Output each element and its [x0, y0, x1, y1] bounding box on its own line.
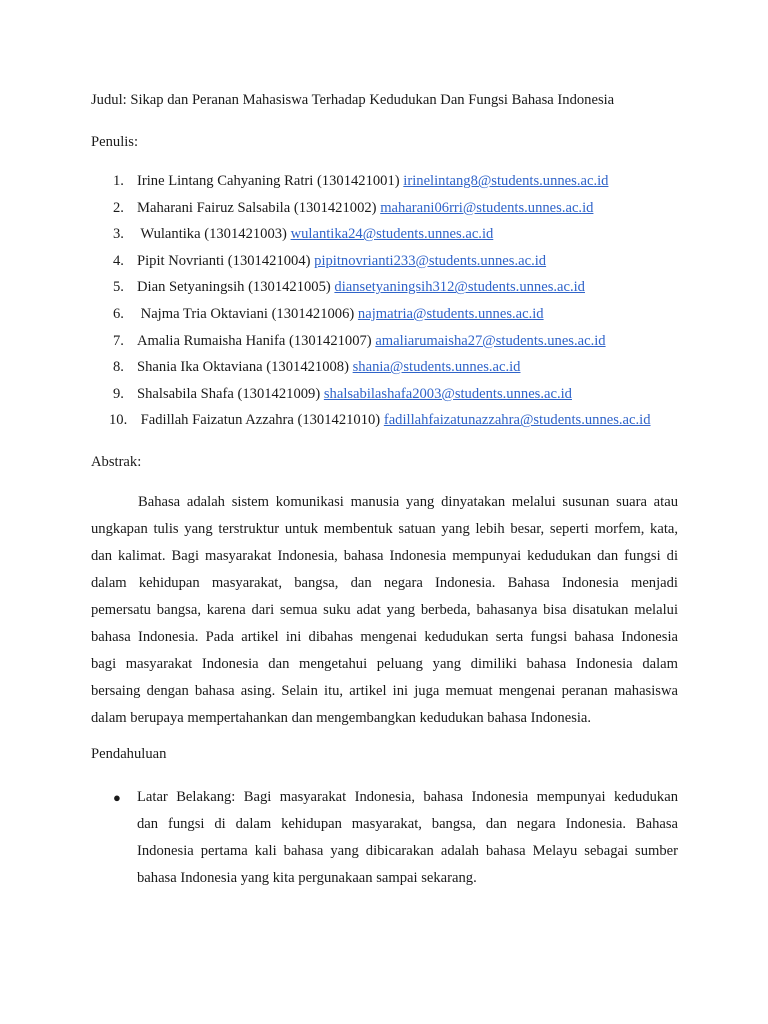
author-item: 2. Maharani Fairuz Salsabila (1301421002) maharani06rri@students.unnes.ac.id: [113, 199, 594, 216]
author-email-link[interactable]: maharani06rri@students.unnes.ac.id: [380, 199, 594, 216]
author-name: Pipit Novrianti (1301421004): [137, 252, 311, 269]
abstract-line: pemersatu bangsa, karena dari semua suku adat yang berbeda, bahasanya bisa disatukan melalui: [91, 602, 678, 618]
author-item: 9. Shalsabila Shafa (1301421009) shalsabilashafa2003@students.unnes.ac.id: [113, 385, 572, 402]
author-list: [109, 172, 651, 438]
abstract-line: Bahasa adalah sistem komunikasi manusia yang dinyatakan melalui susunan suara atau: [138, 494, 678, 510]
author-item: 10. Fadillah Faizatun Azzahra (1301421010) fadillahfaizatunazzahra@students.unnes.ac.id: [109, 412, 651, 429]
abstract-line: bagi masyarakat Indonesia dan mengetahui peluang yang dimiliki bahasa Indonesia dalam: [91, 656, 678, 672]
bullet-line: dan fungsi di dalam kehidupan masyarakat, bangsa, dan negara Indonesia. Bahasa: [137, 816, 678, 832]
author-item: 6. Najma Tria Oktaviani (1301421006) najmatria@students.unnes.ac.id: [113, 305, 544, 322]
author-email-link[interactable]: irinelintang8@students.unnes.ac.id: [403, 173, 609, 189]
abstract-line: dan kalimat. Bagi masyarakat Indonesia, bahasa Indonesia mempunyai kedudukan dan fungsi di: [91, 548, 678, 564]
author-name: Irine Lintang Cahyaning Ratri (1301421001): [137, 173, 400, 189]
bullet-text: [137, 784, 678, 892]
author-email-link[interactable]: fadillahfaizatunazzahra@students.unnes.ac.id: [383, 412, 651, 429]
author-item: 3. Wulantika (1301421003) wulantika24@students.unnes.ac.id: [113, 226, 494, 243]
abstract-heading: Abstrak:: [91, 454, 142, 470]
author-item: 8. Shania Ika Oktaviana (1301421008) shania@students.unnes.ac.id: [113, 359, 521, 376]
author-name: Dian Setyaningsih (1301421005): [137, 279, 331, 296]
author-email-link[interactable]: amaliarumaisha27@students.unes.ac.id: [375, 332, 606, 349]
authors-heading: Penulis:: [91, 134, 139, 150]
author-email-link[interactable]: shalsabilashafa2003@students.unnes.ac.id: [323, 385, 572, 402]
author-email-link[interactable]: diansetyaningsih312@students.unnes.ac.id: [334, 279, 585, 296]
author-email-link[interactable]: wulantika24@students.unnes.ac.id: [290, 226, 494, 243]
bullet-line: bahasa Indonesia yang kita pergunakaan sampai sekarang.: [137, 870, 477, 886]
bullet-icon: ●: [113, 790, 121, 805]
abstract-line: dalam kehidupan masyarakat, bangsa, dan negara Indonesia. Bahasa Indonesia menjadi: [91, 575, 678, 591]
author-name: Wulantika (1301421003): [137, 226, 287, 243]
document-title: Judul: Sikap dan Peranan Mahasiswa Terhadap Kedudukan Dan Fungsi Bahasa Indonesia: [91, 92, 615, 108]
bullet-line: Indonesia pertama kali bahasa yang dibicarakan adalah bahasa Melayu sebagai sumber: [137, 843, 678, 859]
introduction-heading: Pendahuluan: [91, 746, 167, 762]
author-name: Amalia Rumaisha Hanifa (1301421007): [137, 332, 372, 349]
abstract-paragraph: [91, 489, 678, 732]
author-email-link[interactable]: najmatria@students.unnes.ac.id: [357, 305, 544, 322]
author-email-link[interactable]: pipitnovrianti233@students.unnes.ac.id: [314, 252, 547, 269]
author-name: Fadillah Faizatun Azzahra (1301421010): [137, 412, 381, 429]
bullet-line: Latar Belakang: Bagi masyarakat Indonesia, bahasa Indonesia mempunyai kedudukan: [137, 789, 678, 805]
abstract-line: dalam berupaya mempertahankan dan mengembangkan kedudukan bahasa Indonesia.: [91, 710, 592, 726]
author-item: 1. Irine Lintang Cahyaning Ratri (1301421001) irinelintang8@students.unnes.ac.id: [113, 173, 609, 189]
author-item: 7. Amalia Rumaisha Hanifa (1301421007) amaliarumaisha27@students.unes.ac.id: [113, 332, 606, 349]
abstract-line: bersaing dengan bahasa asing. Selain itu, artikel ini juga memuat mengenai peranan mahasiswa: [91, 683, 678, 699]
author-item: 5. Dian Setyaningsih (1301421005) diansetyaningsih312@students.unnes.ac.id: [113, 279, 585, 296]
author-name: Najma Tria Oktaviani (1301421006): [137, 305, 355, 322]
author-email-link[interactable]: shania@students.unnes.ac.id: [352, 359, 521, 376]
abstract-line: ungkapan tulis yang terstruktur untuk membentuk satuan yang lebih besar, seperti morfem, kata,: [91, 521, 678, 537]
author-name: Maharani Fairuz Salsabila (1301421002): [137, 199, 377, 216]
abstract-line: bahasa Indonesia. Pada artikel ini dibahas mengenai kedudukan serta fungsi bahasa Indonesia: [91, 629, 678, 645]
author-item: 4. Pipit Novrianti (1301421004) pipitnovrianti233@students.unnes.ac.id: [113, 252, 547, 269]
author-name: Shalsabila Shafa (1301421009): [137, 385, 321, 402]
author-name: Shania Ika Oktaviana (1301421008): [137, 359, 349, 376]
